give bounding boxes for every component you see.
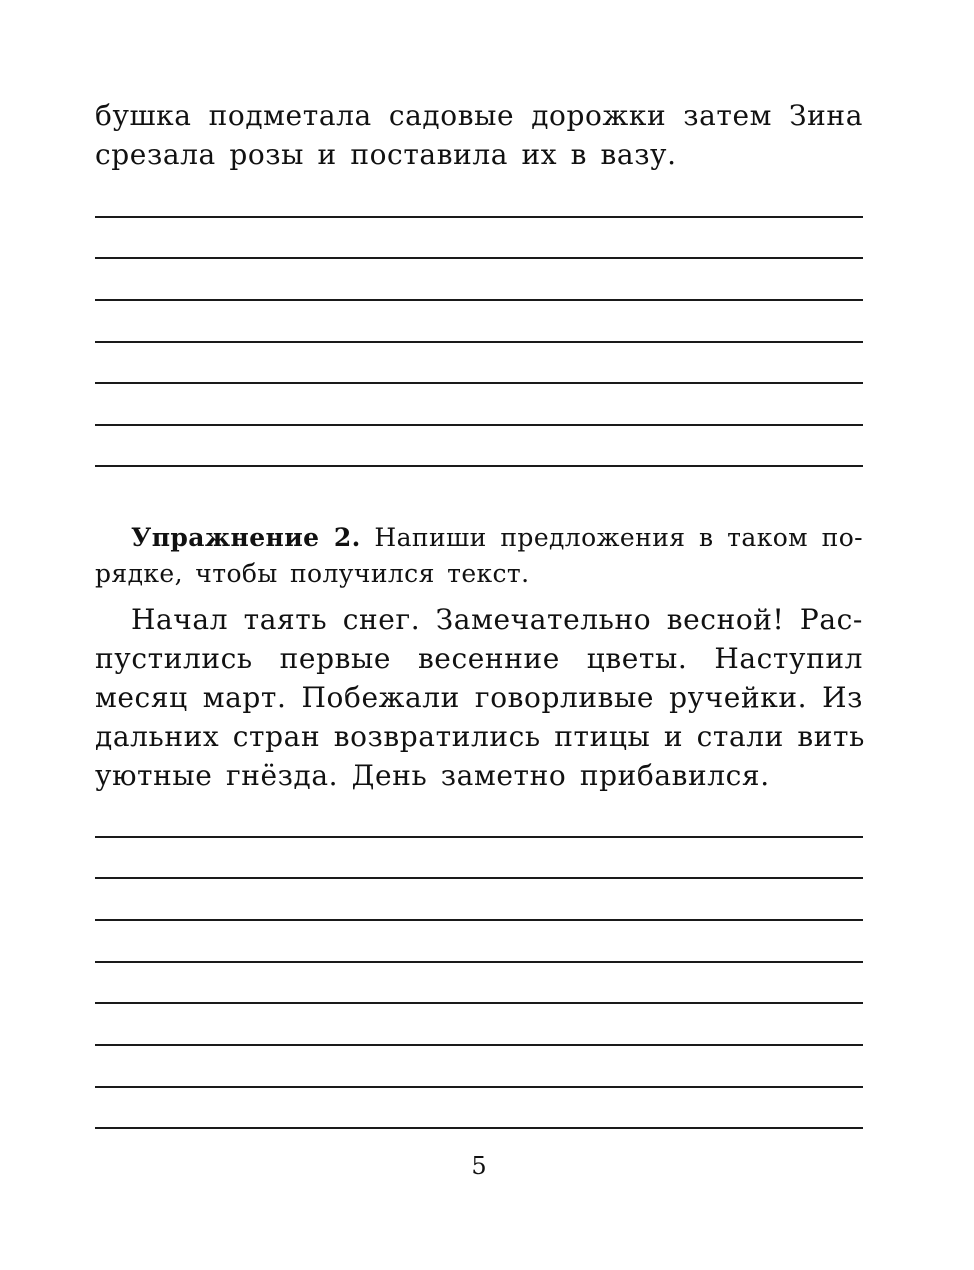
writing-line[interactable] xyxy=(95,257,863,259)
writing-line[interactable] xyxy=(95,1044,863,1046)
exercise-instruction xyxy=(95,520,863,592)
writing-line[interactable] xyxy=(95,216,863,218)
writing-line[interactable] xyxy=(95,382,863,384)
writing-line[interactable] xyxy=(95,877,863,879)
passage-line: дальних стран возвратились птицы и стали вить xyxy=(95,720,865,753)
writing-line[interactable] xyxy=(95,424,863,426)
paragraph-line: бушка подметала садовые дорожки затем Зина xyxy=(95,99,863,132)
writing-line[interactable] xyxy=(95,299,863,301)
page-number: 5 xyxy=(471,1152,487,1180)
exercise-passage xyxy=(95,600,863,795)
writing-line[interactable] xyxy=(95,961,863,963)
writing-line[interactable] xyxy=(95,836,863,838)
instruction-text: Напиши предложения в таком по- xyxy=(374,523,863,552)
passage-line: месяц март. Побежали говорливые ручейки. Из xyxy=(95,681,863,714)
passage-line: уютные гнёзда. День заметно прибавился. xyxy=(95,759,770,792)
passage-line: Начал таять снег. Замечательно весной! Рас- xyxy=(131,603,863,636)
passage-line: пустились первые весенние цветы. Наступил xyxy=(95,642,863,675)
paragraph-line: срезала розы и поставила их в вазу. xyxy=(95,138,677,171)
instruction-line: рядке, чтобы получился текст. xyxy=(95,559,530,588)
exercise-title: Упражнение 2. xyxy=(131,523,361,552)
writing-line[interactable] xyxy=(95,919,863,921)
continued-paragraph xyxy=(95,96,863,174)
writing-line[interactable] xyxy=(95,1002,863,1004)
writing-line[interactable] xyxy=(95,1086,863,1088)
instruction-line xyxy=(95,520,863,556)
writing-line[interactable] xyxy=(95,1127,863,1129)
writing-line[interactable] xyxy=(95,341,863,343)
writing-line[interactable] xyxy=(95,465,863,467)
